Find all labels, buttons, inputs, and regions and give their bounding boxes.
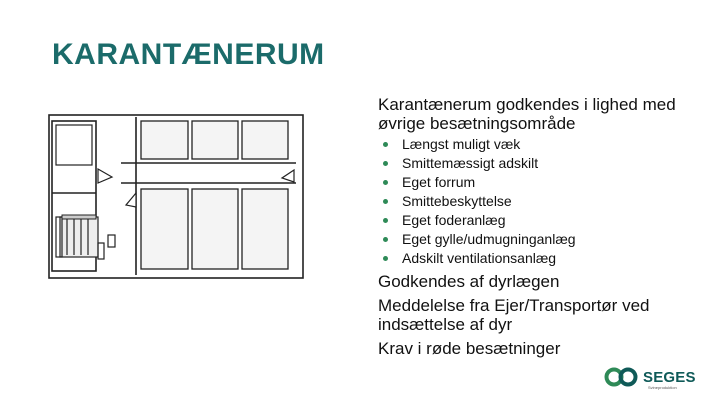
- pen: [141, 189, 188, 269]
- quarantine-floor-plan: [46, 113, 306, 281]
- pen: [242, 189, 288, 269]
- pen: [141, 121, 188, 159]
- list-item: Adskilt ventilationsanlæg: [378, 249, 708, 268]
- requirements-list: [378, 135, 708, 268]
- bullet-icon: [383, 237, 388, 242]
- intro-text: Karantænerum godkendes i lighed med øvrige besætningsområde: [378, 95, 676, 133]
- list-item: Eget gylle/udmugninganlæg: [378, 230, 708, 249]
- door: [98, 169, 112, 183]
- logo-text: SEGES: [643, 368, 696, 386]
- seges-logo: [604, 367, 696, 387]
- list-item: Eget foderanlæg: [378, 211, 708, 230]
- approval-text: Godkendes af dyrlægen: [378, 272, 560, 291]
- list-item: Eget forrum: [378, 173, 708, 192]
- slide-content: [378, 95, 708, 358]
- door: [126, 193, 136, 207]
- list-item: Smittemæssigt adskilt: [378, 154, 708, 173]
- logo-tagline: Svineproduktion: [648, 385, 677, 390]
- notification-text: Meddelelse fra Ejer/Transportør ved indsættelse af dyr: [378, 296, 650, 334]
- bullet-icon: [383, 199, 388, 204]
- bullet-icon: [383, 218, 388, 223]
- pen: [192, 121, 238, 159]
- list-item: Længst muligt væk: [378, 135, 708, 154]
- red-herd-text: Krav i røde besætninger: [378, 339, 561, 358]
- pen: [192, 189, 238, 269]
- bullet-icon: [383, 256, 388, 261]
- logo-rings-icon: [604, 367, 640, 387]
- slide-title: KARANTÆNERUM: [52, 38, 325, 71]
- door: [282, 170, 294, 182]
- list-item: Smittebeskyttelse: [378, 192, 708, 211]
- pen: [242, 121, 288, 159]
- bullet-icon: [383, 142, 388, 147]
- bullet-icon: [383, 180, 388, 185]
- bullet-icon: [383, 161, 388, 166]
